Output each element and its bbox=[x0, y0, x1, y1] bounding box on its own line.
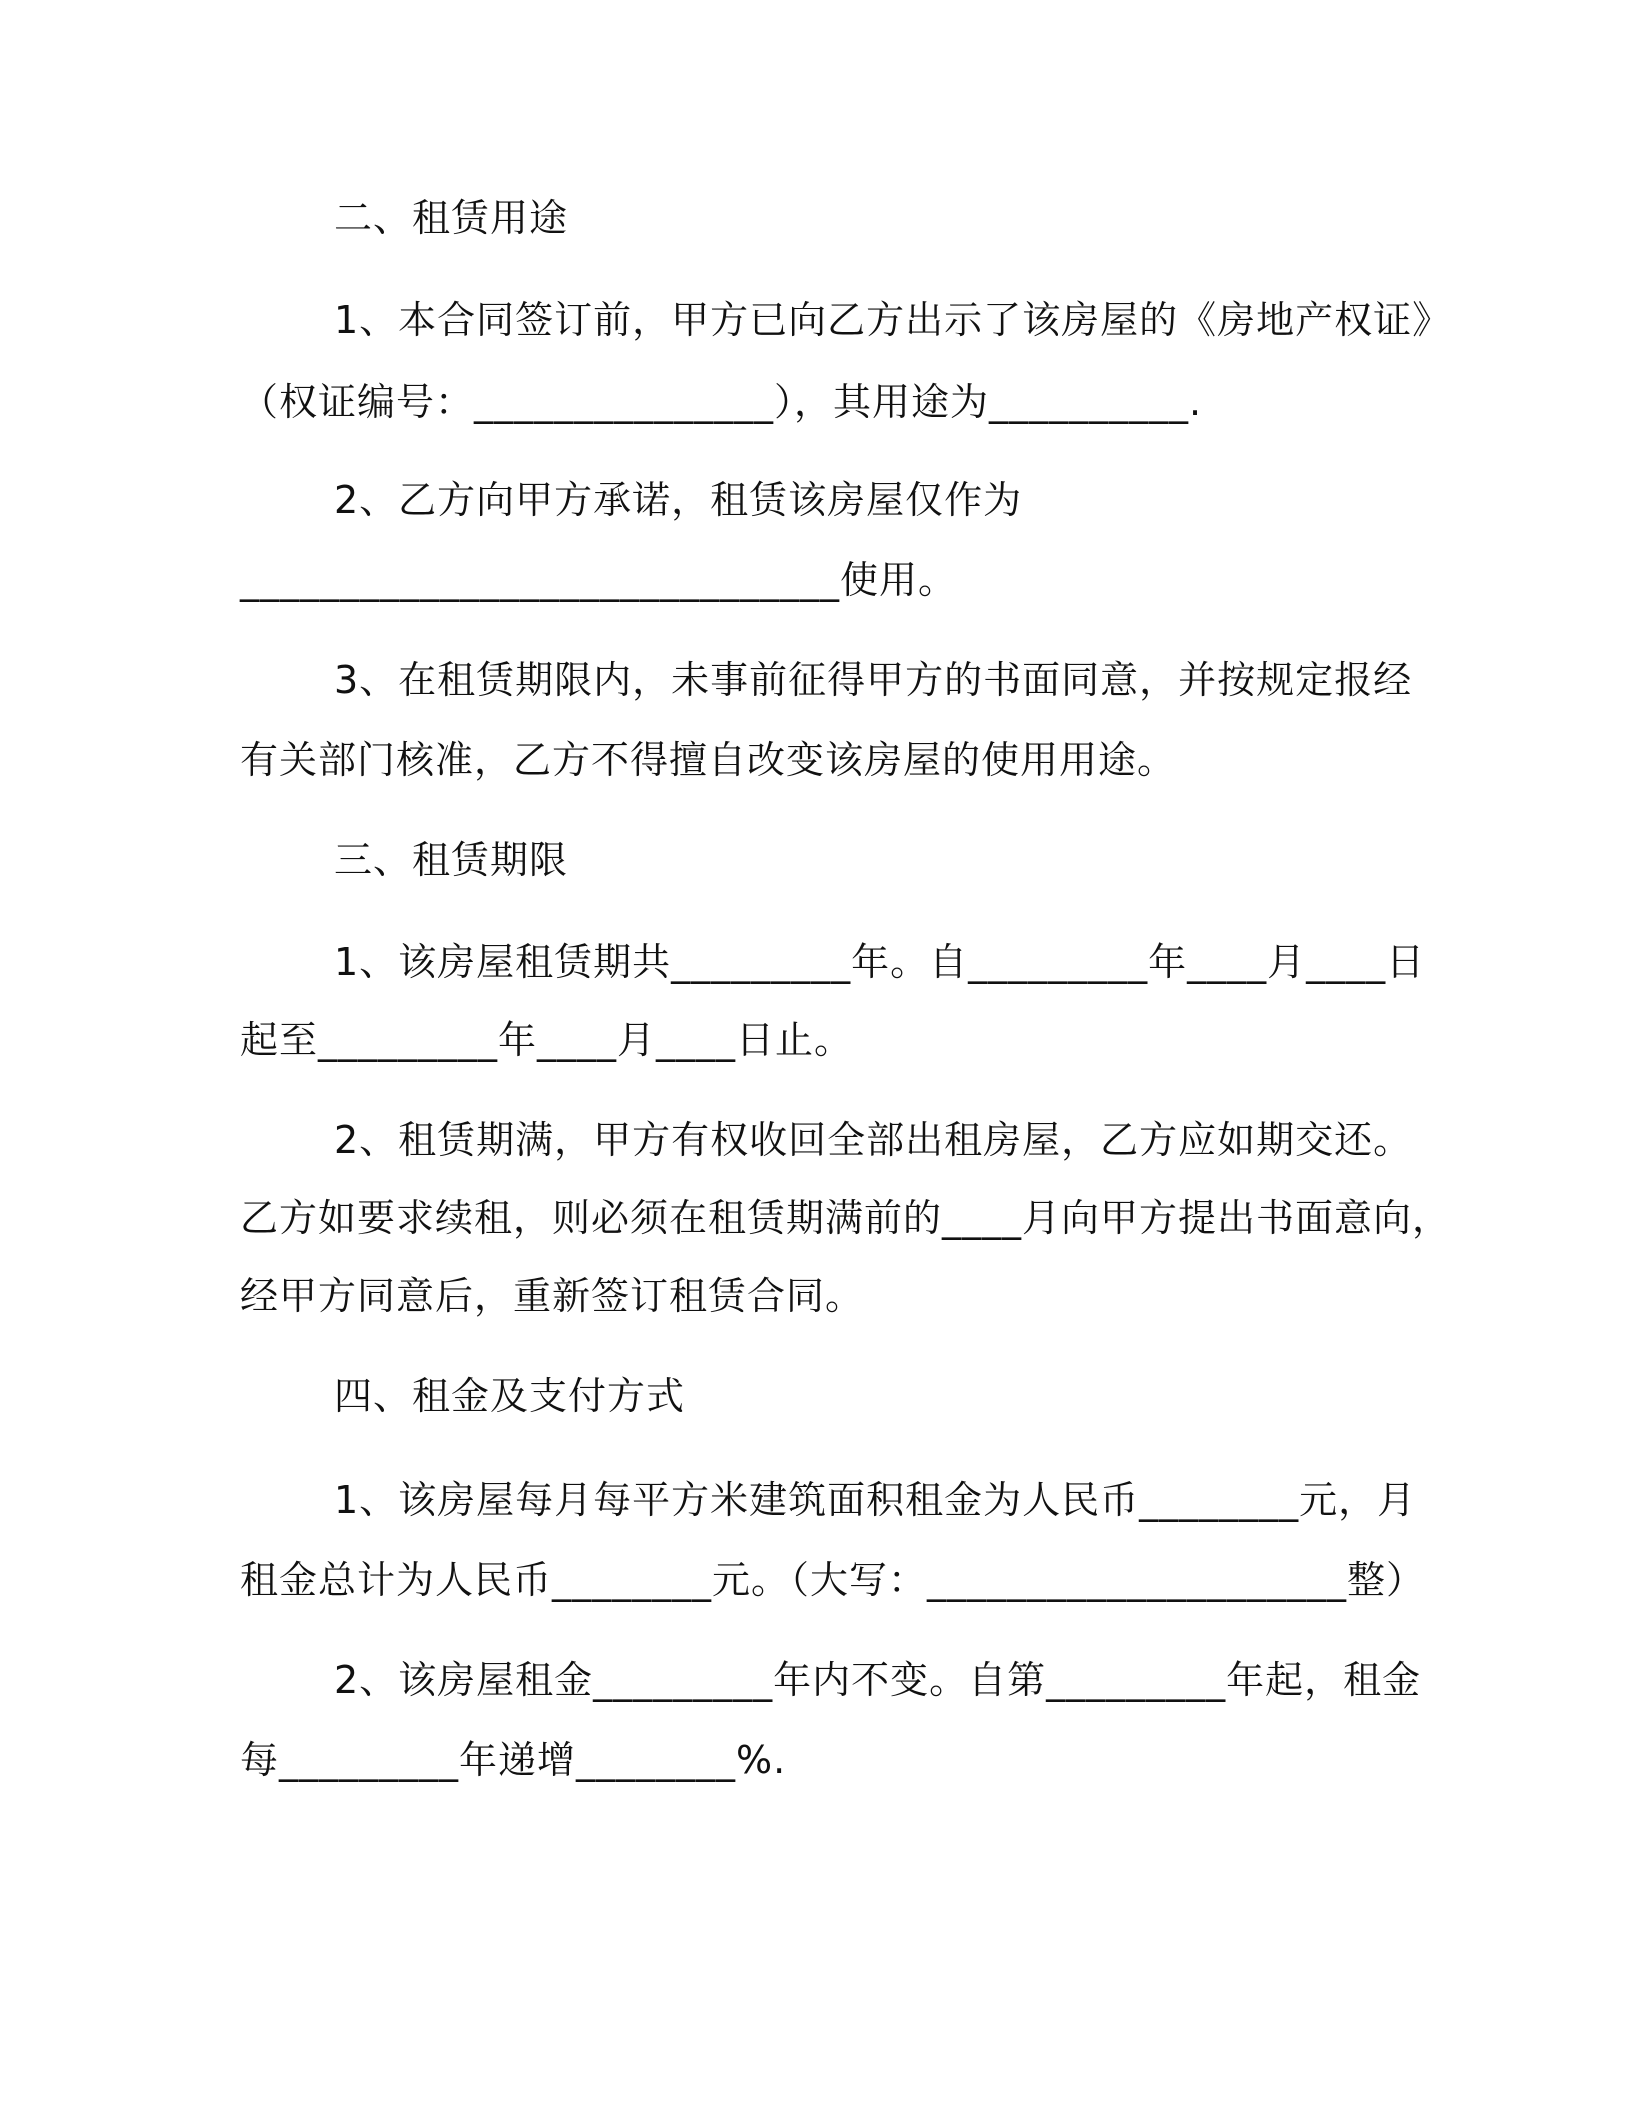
paragraph-line: 每_________年递增________%. bbox=[240, 1738, 787, 1782]
paragraph-line: ______________________________使用。 bbox=[240, 558, 958, 602]
section-heading-lease-purpose: 二、租赁用途 bbox=[334, 196, 569, 240]
paragraph-line: 有关部门核准，乙方不得擅自改变该房屋的使用用途。 bbox=[240, 738, 1177, 782]
paragraph-line: 1、该房屋每月每平方米建筑面积租金为人民币________元，月 bbox=[334, 1478, 1417, 1522]
paragraph-line: 2、租赁期满，甲方有权收回全部出租房屋，乙方应如期交还。 bbox=[334, 1118, 1413, 1162]
paragraph-line: 1、该房屋租赁期共_________年。自_________年____月____日 bbox=[334, 940, 1426, 984]
paragraph-line: 2、乙方向甲方承诺，租赁该房屋仅作为 bbox=[334, 478, 1023, 522]
paragraph-line: 起至_________年____月____日止。 bbox=[240, 1018, 854, 1062]
section-heading-lease-term: 三、租赁期限 bbox=[334, 838, 569, 882]
paragraph-line: 2、该房屋租金_________年内不变。自第_________年起，租金 bbox=[334, 1658, 1422, 1702]
paragraph-line: 3、在租赁期限内，未事前征得甲方的书面同意，并按规定报经 bbox=[334, 658, 1413, 702]
paragraph-line: 乙方如要求续租，则必须在租赁期满前的____月向甲方提出书面意向， bbox=[240, 1196, 1452, 1240]
paragraph-line: 1、本合同签订前，甲方已向乙方出示了该房屋的《房地产权证》 bbox=[334, 298, 1452, 342]
paragraph-line: 租金总计为人民币________元。（大写：_____________________整） bbox=[240, 1558, 1426, 1602]
paragraph-line: 经甲方同意后，重新签订租赁合同。 bbox=[240, 1274, 865, 1318]
section-heading-rent-payment: 四、租金及支付方式 bbox=[334, 1374, 686, 1418]
paragraph-line: （权证编号：_______________），其用途为__________. bbox=[240, 380, 1203, 424]
